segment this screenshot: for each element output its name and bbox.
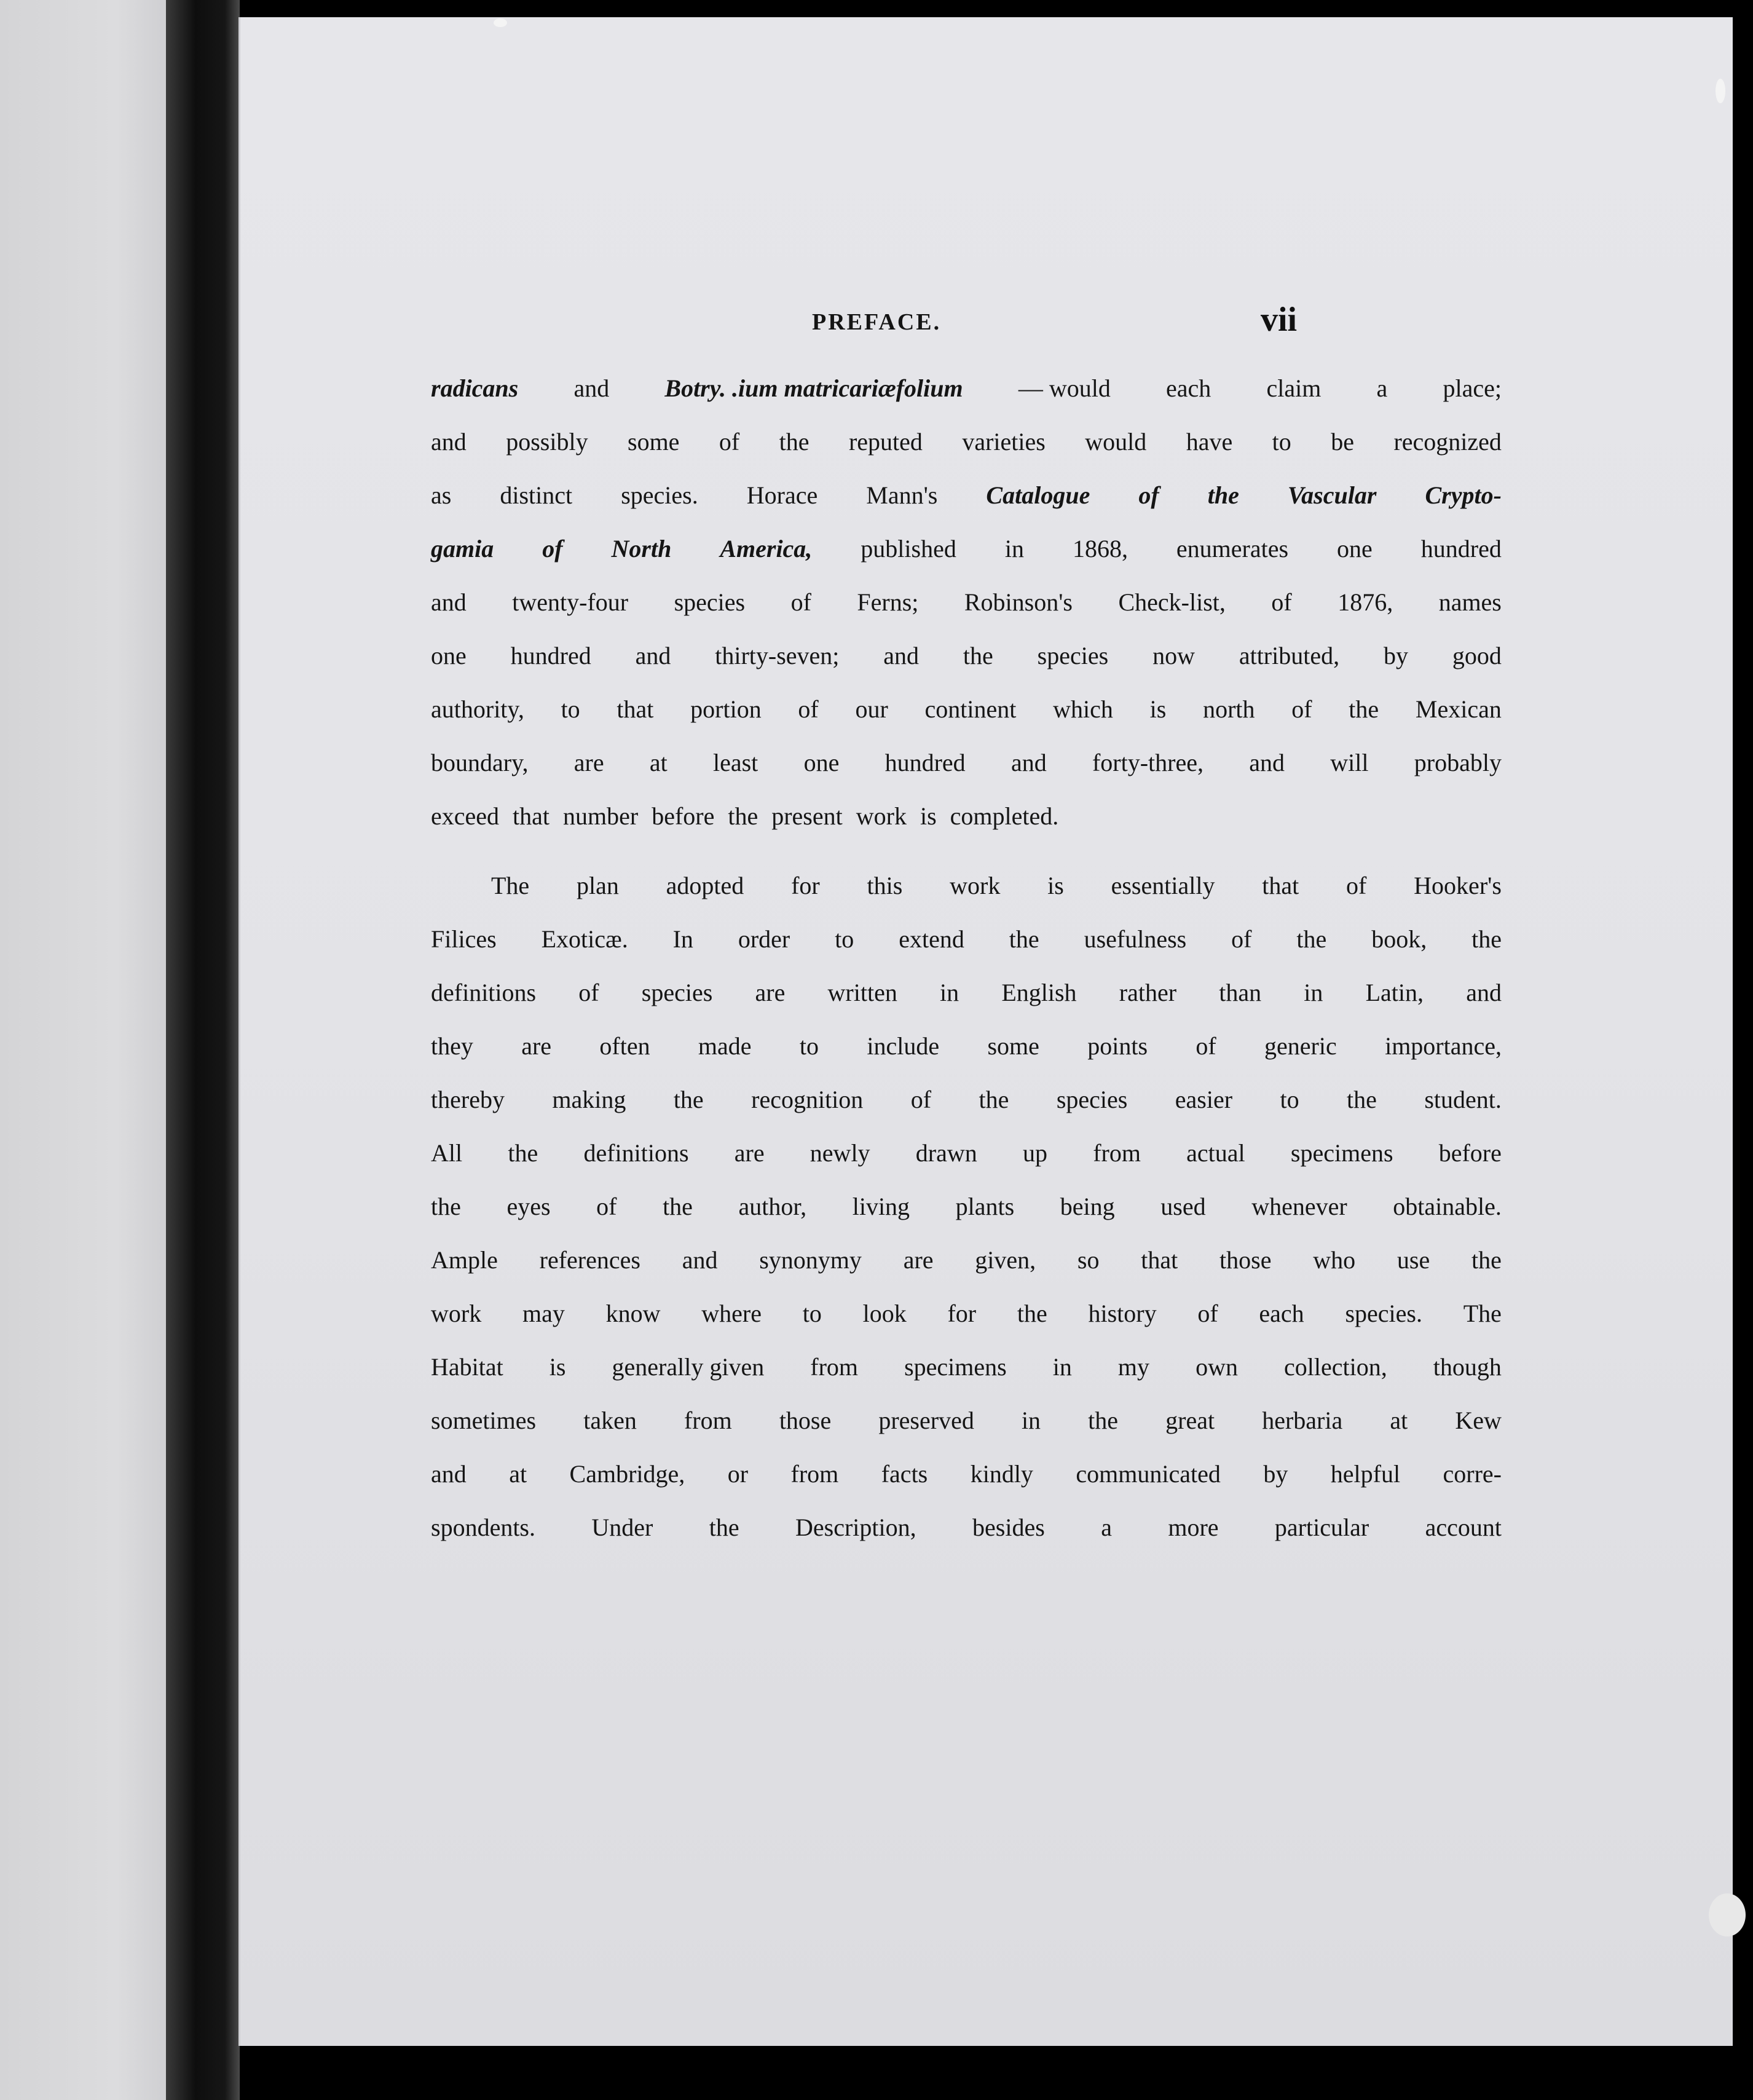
word: twenty-four [512, 588, 629, 616]
word: that [1141, 1246, 1178, 1274]
word: preserved [878, 1407, 974, 1434]
book-spine [166, 0, 240, 2100]
word: of [1346, 872, 1367, 899]
word: exceed [431, 802, 500, 830]
text-line [431, 629, 1502, 682]
word: herbaria [1262, 1407, 1343, 1434]
word: work [431, 1300, 482, 1327]
word: definitions [431, 979, 537, 1006]
word: the [779, 428, 810, 456]
word: spondents. [431, 1514, 535, 1541]
word: and [883, 642, 920, 669]
word: references [539, 1246, 640, 1274]
word: great [1165, 1407, 1215, 1434]
text-line [431, 575, 1502, 629]
word: of [1231, 925, 1252, 953]
word: one [803, 749, 840, 776]
word: my [1117, 1353, 1150, 1381]
word: The [1463, 1300, 1502, 1327]
word: In [672, 925, 693, 953]
text-line [431, 1180, 1502, 1233]
text-line [431, 1287, 1502, 1340]
word: before [652, 802, 715, 830]
word: plants [955, 1193, 1015, 1220]
word: by [1263, 1460, 1288, 1488]
word: and [431, 1460, 467, 1488]
word: in [1304, 979, 1323, 1006]
word: is [920, 802, 937, 830]
word: before [1438, 1139, 1502, 1167]
word: they [431, 1032, 473, 1060]
paragraph [431, 859, 1502, 1554]
word: published [861, 535, 956, 562]
word: continent [924, 695, 1017, 723]
word: each [1259, 1300, 1304, 1327]
word: are [755, 979, 786, 1006]
word: newly [810, 1139, 870, 1167]
word: Habitat [431, 1353, 503, 1381]
word: for [947, 1300, 977, 1327]
word: Ferns; [857, 588, 919, 616]
word: Ample [431, 1246, 498, 1274]
word: species [1056, 1086, 1128, 1113]
word: thirty-seven; [715, 642, 840, 669]
word: to [802, 1300, 822, 1327]
word: now [1152, 642, 1195, 669]
word: in [1004, 535, 1024, 562]
word: of [1291, 695, 1312, 723]
word: order [738, 925, 790, 953]
word: species [674, 588, 746, 616]
text-line [431, 736, 1502, 789]
scan-speck [1709, 1893, 1746, 1936]
word: making [552, 1086, 626, 1113]
word: this [867, 872, 903, 899]
word: of [790, 588, 811, 616]
word: the [1471, 925, 1502, 953]
word: generic [1264, 1032, 1337, 1060]
word: being [1060, 1193, 1115, 1220]
text-line [431, 1019, 1502, 1073]
word: Mexican [1415, 695, 1502, 723]
word: the [431, 1193, 461, 1220]
word: authority, [431, 695, 524, 723]
word: is [1149, 695, 1167, 723]
word: to [1272, 428, 1291, 456]
word: which [1053, 695, 1113, 723]
body-text [431, 361, 1502, 1554]
word: generally given [612, 1353, 765, 1381]
word: our [855, 695, 888, 723]
word: of [1271, 588, 1292, 616]
word: attributed, [1239, 642, 1340, 669]
word: the [1009, 925, 1039, 953]
word: 1876, [1337, 588, 1393, 616]
word: radicans [431, 374, 519, 402]
word: of [596, 1193, 617, 1220]
word: and [635, 642, 671, 669]
word: collection, [1284, 1353, 1387, 1381]
word: synonymy [759, 1246, 862, 1274]
running-head [240, 300, 1733, 343]
word: obtainable. [1393, 1193, 1502, 1220]
word: Botry. .ium matricariæfolium [664, 374, 963, 402]
word: distinct [500, 481, 573, 509]
word: the [963, 642, 993, 669]
word: usefulness [1084, 925, 1187, 953]
word: English [1001, 979, 1077, 1006]
word: easier [1175, 1086, 1233, 1113]
word: history [1088, 1300, 1157, 1327]
word: work [856, 802, 907, 830]
word: Exoticæ. [541, 925, 628, 953]
word: one [431, 642, 467, 669]
word: and [682, 1246, 718, 1274]
word: recognized [1393, 428, 1502, 456]
word: be [1331, 428, 1354, 456]
word: place; [1443, 374, 1502, 402]
word: helpful [1330, 1460, 1401, 1488]
word: a [1101, 1514, 1112, 1541]
word: student. [1424, 1086, 1502, 1113]
word: essentially [1111, 872, 1215, 899]
word: corre- [1443, 1460, 1502, 1488]
word: probably [1414, 749, 1502, 776]
word: facts [881, 1460, 928, 1488]
word: are [573, 749, 604, 776]
word: of [910, 1086, 932, 1113]
word: in [1052, 1353, 1072, 1381]
word: that [513, 802, 550, 830]
word: completed. [950, 802, 1059, 830]
word: the [673, 1086, 704, 1113]
word: from [810, 1353, 859, 1381]
word: written [827, 979, 897, 1006]
word: to [799, 1032, 819, 1060]
word: the [1296, 925, 1327, 953]
word: Cambridge, [569, 1460, 685, 1488]
word: reputed [848, 428, 923, 456]
word: specimens [904, 1353, 1007, 1381]
running-title: PREFACE. [812, 309, 942, 335]
word: a [1376, 374, 1388, 402]
word: and [1466, 979, 1502, 1006]
word: up [1022, 1139, 1047, 1167]
word: is [549, 1353, 566, 1381]
page-number: vii [1261, 301, 1298, 339]
left-page-margin [0, 0, 166, 2100]
word: North [611, 535, 672, 562]
word: Kew [1455, 1407, 1502, 1434]
word: importance, [1385, 1032, 1502, 1060]
word: and [573, 374, 610, 402]
word: have [1186, 428, 1233, 456]
word: some [628, 428, 680, 456]
word: Horace [746, 481, 818, 509]
word: names [1438, 588, 1502, 616]
word: the [663, 1193, 693, 1220]
word: that [617, 695, 654, 723]
word: Description, [795, 1514, 916, 1541]
word: hundred [510, 642, 591, 669]
word: Vascular [1287, 481, 1377, 509]
word: of [798, 695, 819, 723]
word: would [1085, 428, 1147, 456]
word: varieties [962, 428, 1046, 456]
text-line [431, 789, 1502, 843]
word: species. [1345, 1300, 1422, 1327]
word: made [698, 1032, 752, 1060]
word: are [521, 1032, 552, 1060]
word: eyes [506, 1193, 551, 1220]
word: gamia [431, 535, 494, 562]
word: to [835, 925, 854, 953]
word: those [1219, 1246, 1272, 1274]
word: from [683, 1407, 732, 1434]
text-line [431, 912, 1502, 966]
word: north [1203, 695, 1255, 723]
word: — would [1018, 374, 1111, 402]
word: used [1160, 1193, 1206, 1220]
word: work [950, 872, 1001, 899]
word: will [1330, 749, 1369, 776]
word: rather [1119, 979, 1177, 1006]
text-line [431, 522, 1502, 575]
word: at [1390, 1407, 1408, 1434]
word: and [1010, 749, 1047, 776]
word: sometimes [431, 1407, 537, 1434]
word: than [1219, 979, 1262, 1006]
word: Under [591, 1514, 653, 1541]
word: whenever [1251, 1193, 1347, 1220]
word: All [431, 1139, 463, 1167]
word: to [561, 695, 580, 723]
word: Mann's [866, 481, 938, 509]
word: is [1047, 872, 1064, 899]
word: species [641, 979, 713, 1006]
word: the [1471, 1246, 1502, 1274]
word: book, [1371, 925, 1427, 953]
word: possibly [506, 428, 588, 456]
text-line [431, 1447, 1502, 1501]
word: given, [975, 1246, 1036, 1274]
scan-speck [1716, 79, 1725, 103]
word: of [1196, 1032, 1216, 1060]
word: the [728, 802, 758, 830]
text-line [431, 415, 1502, 468]
word: each [1166, 374, 1211, 402]
word: own [1196, 1353, 1238, 1381]
word: in [940, 979, 959, 1006]
word: from [790, 1460, 839, 1488]
word: in [1021, 1407, 1041, 1434]
word: kindly [970, 1460, 1033, 1488]
word: Crypto- [1425, 481, 1502, 509]
text-line [431, 859, 1502, 912]
paragraph [431, 361, 1502, 843]
word: as [431, 481, 452, 509]
word: of [1197, 1300, 1218, 1327]
word: the [508, 1139, 538, 1167]
word: those [779, 1407, 832, 1434]
word: Catalogue [986, 481, 1090, 509]
word: and [431, 588, 467, 616]
word: 1868, [1072, 535, 1128, 562]
word: for [791, 872, 820, 899]
word: more [1168, 1514, 1219, 1541]
text-line [431, 1340, 1502, 1394]
word: recognition [751, 1086, 864, 1113]
word: of [1138, 481, 1159, 509]
word: may [522, 1300, 565, 1327]
word: are [903, 1246, 934, 1274]
word: Robinson's [964, 588, 1073, 616]
text-line [431, 1126, 1502, 1180]
word: the [1349, 695, 1379, 723]
word: communicated [1076, 1460, 1221, 1488]
word: the [1207, 481, 1239, 509]
word: of [578, 979, 599, 1006]
word: the [1347, 1086, 1377, 1113]
word: the [979, 1086, 1009, 1113]
word: use [1396, 1246, 1430, 1274]
word: America, [720, 535, 813, 562]
word: and [431, 428, 467, 456]
text-line [431, 1501, 1502, 1554]
word: author, [738, 1193, 807, 1220]
word: portion [690, 695, 762, 723]
text-line [431, 966, 1502, 1019]
book-page [238, 17, 1733, 2046]
word: look [862, 1300, 907, 1327]
paragraph-gap [431, 843, 1502, 859]
word: present [771, 802, 843, 830]
word: the [1088, 1407, 1119, 1434]
word: to [1280, 1086, 1299, 1113]
word: who [1313, 1246, 1356, 1274]
word: from [1093, 1139, 1141, 1167]
word: boundary, [431, 749, 529, 776]
word: besides [972, 1514, 1045, 1541]
text-line [431, 1394, 1502, 1447]
word: plan [576, 872, 619, 899]
word: of [719, 428, 740, 456]
word: Hooker's [1414, 872, 1502, 899]
word: hundred [1420, 535, 1502, 562]
word: of [542, 535, 563, 562]
word: drawn [915, 1139, 977, 1167]
word: account [1425, 1514, 1502, 1541]
word: particular [1274, 1514, 1369, 1541]
text-line [431, 468, 1502, 522]
word: specimens [1290, 1139, 1393, 1167]
scan-speck [494, 18, 507, 27]
word: definitions [583, 1139, 689, 1167]
word: hundred [884, 749, 966, 776]
word: Check-list, [1118, 588, 1226, 616]
word: forty-three, [1092, 749, 1203, 776]
word: so [1077, 1246, 1100, 1274]
word: claim [1266, 374, 1322, 402]
text-line [431, 1073, 1502, 1126]
word: at [649, 749, 668, 776]
word: living [852, 1193, 910, 1220]
word: enumerates [1176, 535, 1289, 562]
word: are [734, 1139, 765, 1167]
word: often [599, 1032, 650, 1060]
word: species. [621, 481, 698, 509]
word: the [1017, 1300, 1047, 1327]
word: good [1452, 642, 1502, 669]
word: actual [1186, 1139, 1245, 1167]
word: thereby [431, 1086, 505, 1113]
word: species [1037, 642, 1109, 669]
word: include [867, 1032, 940, 1060]
word: taken [583, 1407, 637, 1434]
word: The [491, 872, 530, 899]
word: some [987, 1032, 1039, 1060]
word: points [1087, 1032, 1148, 1060]
word: extend [899, 925, 964, 953]
word: Filices [431, 925, 497, 953]
word: know [605, 1300, 661, 1327]
text-line [431, 1233, 1502, 1287]
text-line [431, 682, 1502, 736]
word: that [1262, 872, 1299, 899]
word: Latin, [1365, 979, 1424, 1006]
word: and [1249, 749, 1285, 776]
word: one [1337, 535, 1373, 562]
word: by [1383, 642, 1408, 669]
word: adopted [666, 872, 744, 899]
text-line [431, 361, 1502, 415]
word: at [509, 1460, 527, 1488]
word: the [709, 1514, 739, 1541]
word: though [1433, 1353, 1502, 1381]
word: number [563, 802, 639, 830]
word: least [712, 749, 758, 776]
word: or [727, 1460, 749, 1488]
word: where [701, 1300, 762, 1327]
